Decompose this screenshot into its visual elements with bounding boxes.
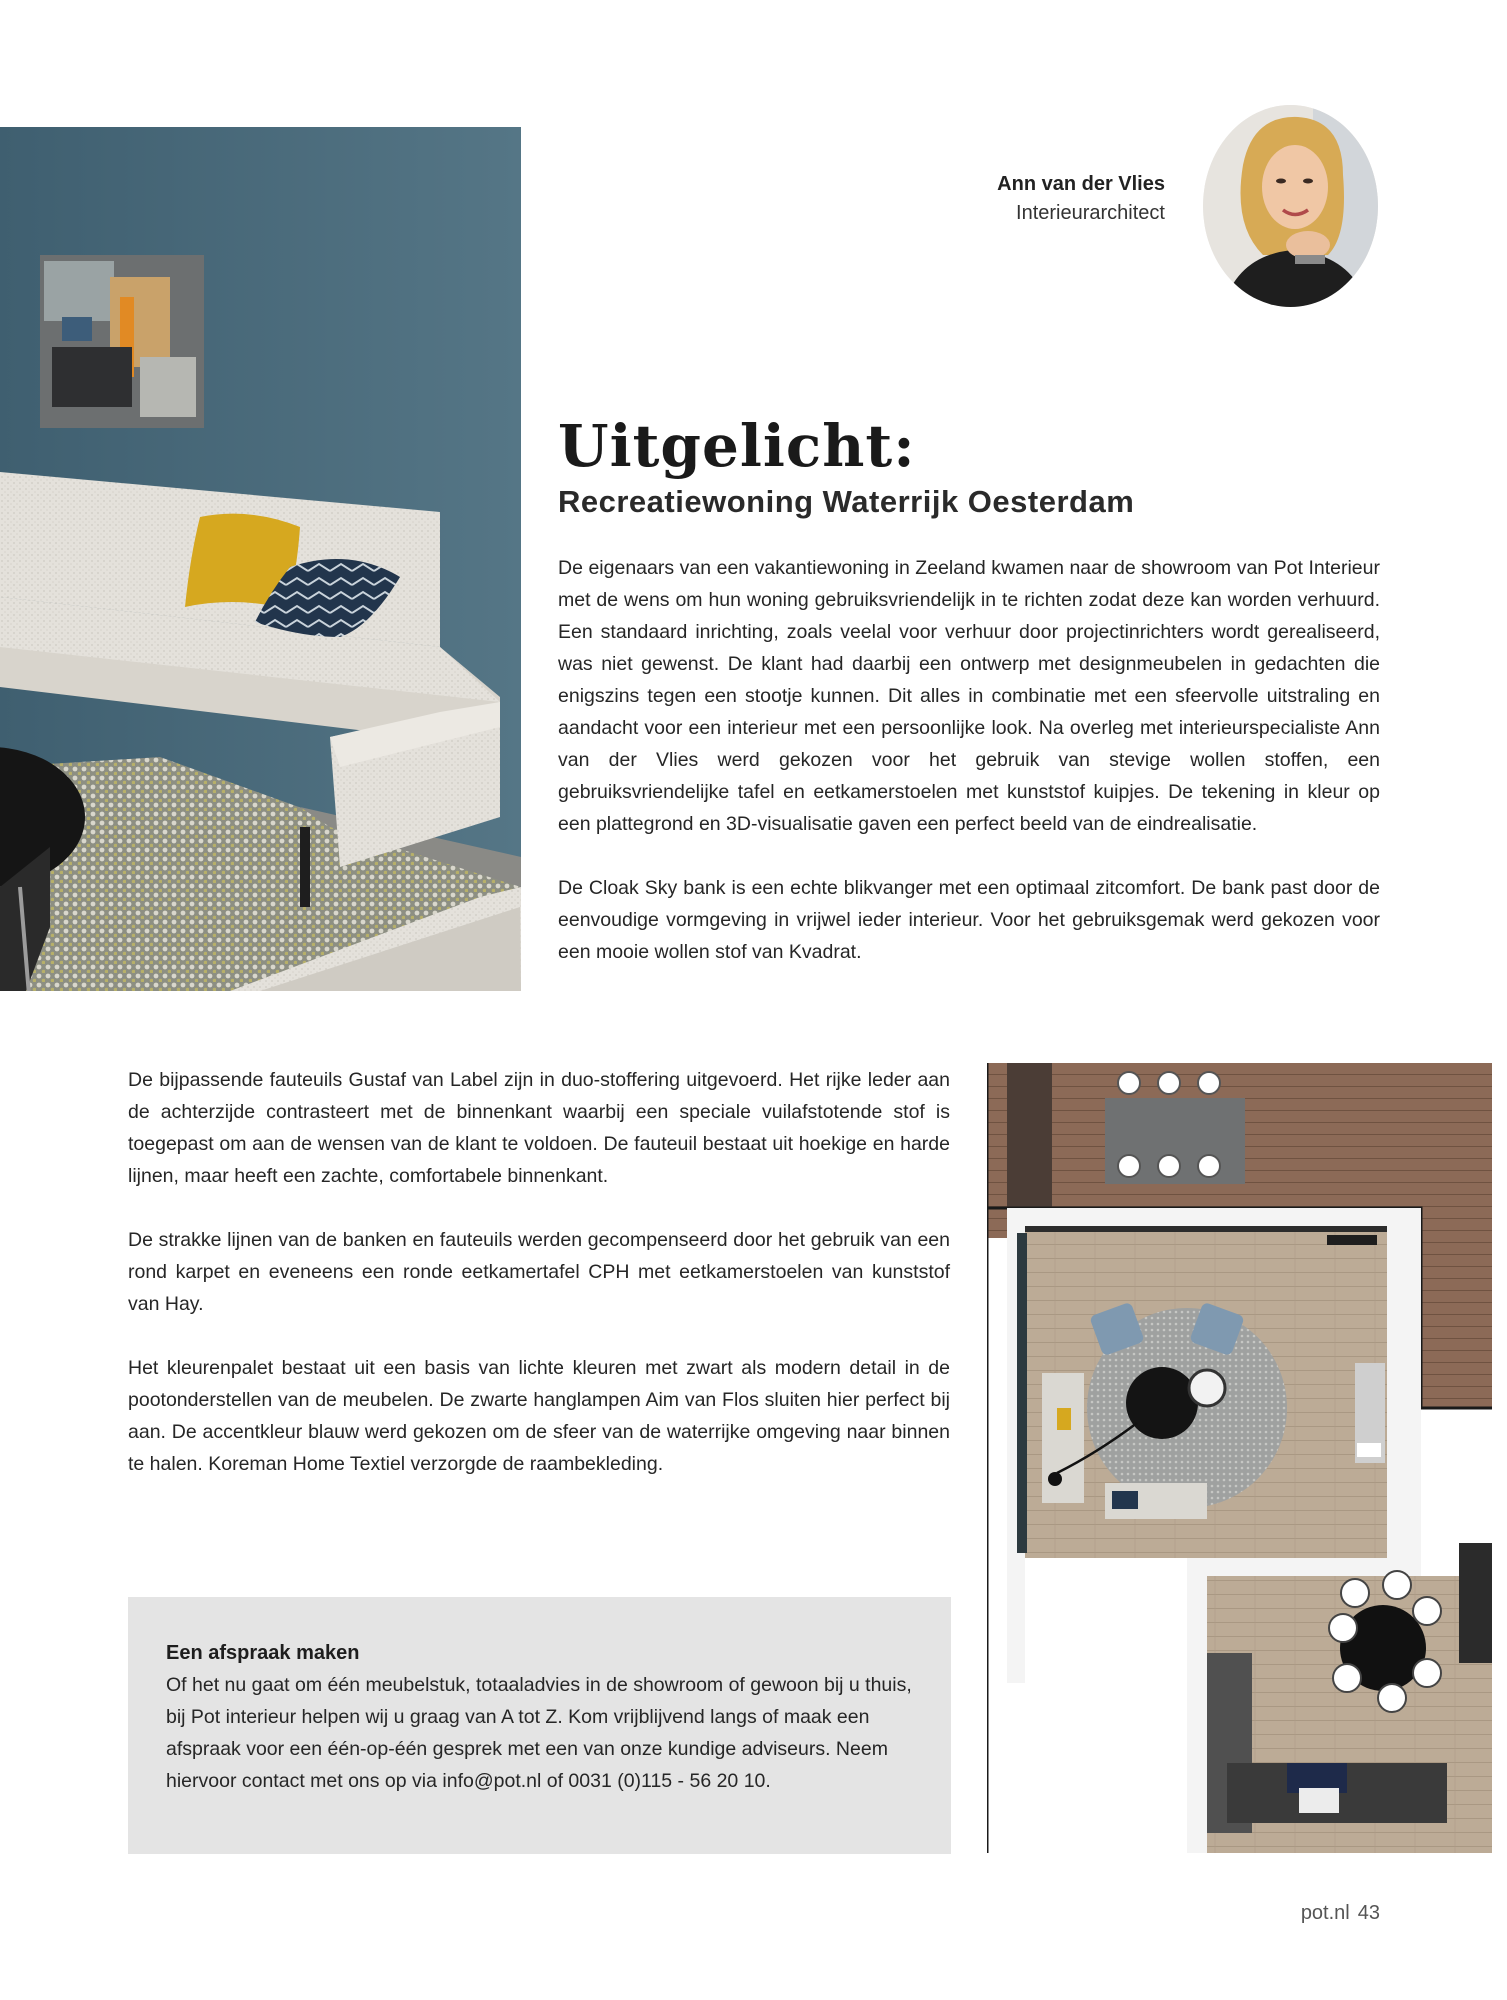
page-footer (1301, 1902, 1380, 1925)
author-credit (997, 170, 1165, 228)
intro-paragraph: De eigenaars van een vakantiewoning in Zeeland kwamen naar de showroom van Pot Interieur met de wens om hun woning gebruiksvriendelijk in te richten zodat deze kan worden verhuurd. Een standaard inrichting, zoals veelal voor verhuur door projectinrichters wordt gerealiseerd, was niet gewenst. De klant had daarbij een ontwerp met designmeubelen in gedachten die enigszins tegen een stootje kunnen. Dit alles in combinatie met een sfeervolle uitstraling en aandacht voor een interieur met een persoonlijke look. Na overleg met interieurspecialiste Ann van der Vlies werd gekozen voor het gebruik van stevige wollen stoffen, een gebruiksvriendelijke tafel en eetkamerstoelen met kunststof kuipjes. De tekening in kleur op een plattegrond en 3D-visualisatie gaven een perfect beeld van de eindrealisatie. (558, 557, 1380, 835)
intro-text (558, 552, 1380, 968)
floor-plan-illustration (987, 1063, 1492, 1853)
abstract-painting (40, 255, 204, 428)
floor-plan-drawing (987, 1063, 1492, 1853)
intro-paragraph: De Cloak Sky bank is een echte blikvanger met een optimaal zitcomfort. De bank past door de eenvoudige vormgeving in vrijwel ieder interieur. Voor het gebruiksgemak werd gekozen voor een mooie wollen stof van Kvadrat. (558, 877, 1380, 963)
living-room-illustration (0, 127, 521, 991)
body-paragraph: De strakke lijnen van de banken en fauteuils werden gecompenseerd door het gebruik van een rond karpet en eveneens een ronde eetkamertafel CPH met eetkamerstoelen van kunststof van Hay. (128, 1229, 950, 1315)
body-paragraph: Het kleurenpalet bestaat uit een basis van lichte kleuren met zwart als modern detail in de pootonderstellen van de meubelen. De zwarte hanglampen Aim van Flos sluiten hier perfect bij aan. De accentkleur blauw werd gekozen om de sfeer van de waterrijke omgeving naar binnen te halen. Koreman Home Textiel verzorgde de raambekleding. (128, 1357, 950, 1475)
appointment-text: Of het nu gaat om één meubelstuk, totaaladvies in de showroom of gewoon bij u thuis, bij Pot interieur helpen wij u graag van A tot Z. Kom vrijblijvend langs of maak een afspraak voor een één-op-één gesprek met een van onze kundige adviseurs. Neem hiervoor contact met ons op via info@pot.nl of 0031 (0)115 - 56 20 10. (166, 1674, 912, 1792)
page-number: 43 (1357, 1902, 1380, 1924)
author-name: Ann van der Vlies (997, 173, 1165, 195)
footer-site: pot.nl (1300, 1902, 1350, 1924)
appointment-title: Een afspraak maken (166, 1642, 360, 1664)
article-subtitle: Recreatiewoning Waterrijk Oesterdam (558, 484, 1135, 519)
portrait-illustration (1203, 105, 1378, 307)
article-title: Uitgelicht: (558, 412, 916, 480)
hero-photo-living-room (0, 127, 521, 991)
lower-text (128, 1064, 950, 1480)
body-paragraph: De bijpassende fauteuils Gustaf van Label zijn in duo-stoffering uitgevoerd. Het rijke leder aan de achterzijde contrasteert met de binnenkant waarbij een speciale vuilafstotende stof is toegepast om aan de wensen van de klant te voldoen. De fauteuil bestaat uit hoekige en harde lijnen, maar heeft een zachte, comfortabele binnenkant. (128, 1069, 950, 1187)
author-portrait (1203, 105, 1378, 307)
author-role: Interieurarchitect (1016, 202, 1165, 224)
appointment-callout (128, 1597, 951, 1854)
